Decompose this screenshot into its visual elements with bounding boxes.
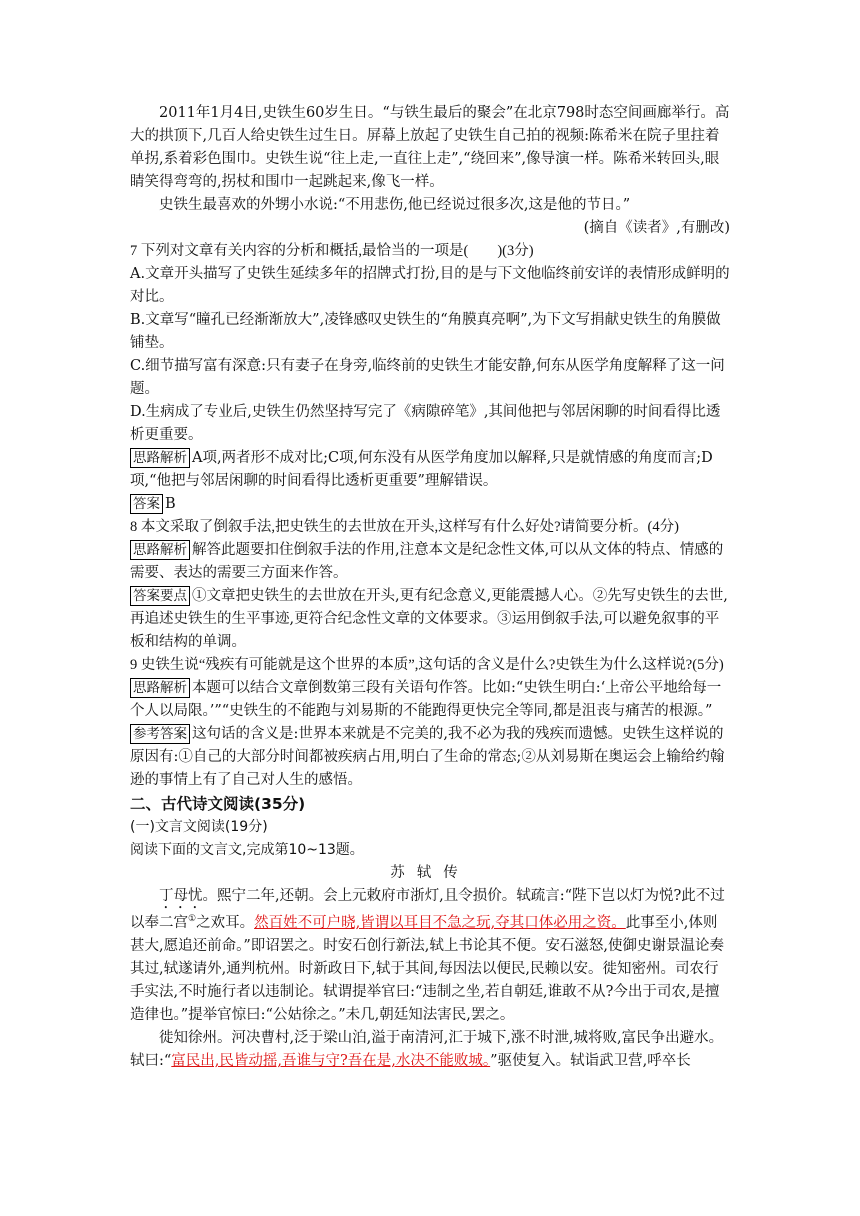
emphasized-phrase: 丁母忧 [159, 888, 203, 904]
article-title: 苏轼传 [390, 865, 470, 881]
marked-sentence: 然百姓不可户晓,皆谓以耳目不急之玩,夺其口体必用之资。 [254, 915, 626, 931]
classical-text: 此事至小,体则甚大,愿追还前命。”即诏罢之。时安石创行新法,轼上书论其不便。安石滋怒,使御史谢景温论奏其过,轼遂请外,通判杭州。时新政日下,轼于其间,每因法以便民,民赖以安。徙知密州。司农行手实法,不时施行者以违制论。轼谓提举官曰:“违制之坐,若自朝廷,谁敢不从?今出于司农,是擅造律也。”提举官惊曰:“公姑徐之。”未几,朝廷知法害民,罢之。 [130, 915, 724, 1023]
document-content [130, 102, 730, 1073]
question-9-analysis [130, 677, 730, 723]
analysis-text: A项,两者形不成对比;C项,何东没有从医学角度加以解释,只是就情感的角度而言;D项,“他把与邻居闲聊的时间看得比透析更重要”理解错误。 [130, 450, 713, 489]
answer-text: 这句话的含义是:世界本来就是不完美的,我不必为我的残疾而遗憾。史铁生这样说的原因有:①自己的大部分时间都被疾病占用,明白了生命的常态;②从刘易斯在奥运会上输给约翰逊的事情上有了自己对人生的感悟。 [130, 726, 725, 788]
passage-paragraph-1: 2011年1月4日,史铁生60岁生日。“与铁生最后的聚会”在北京798时态空间画廊举行。高大的拱顶下,几百人给史铁生过生日。屏幕上放起了史铁生自己拍的视频:陈希米在院子里拄着单拐,系着彩色围巾。史铁生说“往上走,一直往上走”,“绕回来”,像导演一样。陈希米转回头,眼睛笑得弯弯的,拐杖和围巾一起跳起来,像飞一样。 [130, 105, 730, 190]
analysis-label: 思路解析 [130, 678, 190, 698]
analysis-label: 思路解析 [130, 448, 190, 468]
question-9-answer [130, 723, 730, 792]
marked-sentence: 富民出,民皆动摇,吾谁与守?吾在是,水决不能败城。 [171, 1053, 491, 1069]
question-7-option-d: D.生病成了专业后,史铁生仍然坚持写完了《病隙碎笔》,其间他把与邻居闲聊的时间看得比透析更重要。 [130, 404, 721, 443]
classical-text: 之欢耳。 [196, 915, 255, 931]
answer-text: B [165, 496, 176, 512]
classical-text: 。熙宁二年,还朝。会上元敕府市浙灯,且令损价。轼疏言:“陛下岂以灯为悦?此不过以奉二宫 [130, 888, 725, 931]
question-9-stem: 9 史铁生说“残疾有可能就是这个世界的本质”,这句话的含义是什么?史铁生为什么这样说?(5分) [130, 657, 724, 673]
answer-label: 答案 [130, 494, 163, 514]
answer-label: 参考答案 [130, 724, 190, 744]
question-7-stem: 7 下列对文章有关内容的分析和概括,最恰当的一项是( )(3分) [130, 243, 534, 259]
passage-source: (摘自《读者》,有删改) [583, 220, 730, 236]
answer-text: ①文章把史铁生的去世放在开头,更有纪念意义,更能震撼人心。②先写史铁生的去世,再追述史铁生的生平事迹,更符合纪念性文章的文体要求。③运用倒叙手法,可以避免叙事的平板和结构的单调。 [130, 588, 728, 650]
classical-paragraph-1 [130, 885, 730, 1027]
answer-label: 答案要点 [130, 586, 190, 606]
classical-paragraph-2 [130, 1027, 730, 1073]
question-7-option-c: C.细节描写富有深意:只有妻子在身旁,临终前的史铁生才能安静,何东从医学角度解释了这一问题。 [130, 358, 725, 397]
question-7-option-a: A.文章开头描写了史铁生延续多年的招牌式打扮,目的是与下文他临终前安详的表情形成鲜明的对比。 [130, 266, 730, 305]
analysis-label: 思路解析 [130, 540, 190, 560]
question-7-analysis [130, 447, 730, 493]
classical-text: 徙知徐州。河决曹村,泛于梁山泊,溢于南清河,汇于城下,涨不时泄,城将败,富民争出避水。轼曰:“ [130, 1030, 724, 1069]
analysis-text: 解答此题要扣住倒叙手法的作用,注意本文是纪念性文体,可以从文体的特点、情感的需要、表达的需要三方面来作答。 [130, 542, 724, 581]
analysis-text: 本题可以结合文章倒数第三段有关语句作答。比如:“史铁生明白:‘上帝公平地给每一个人以局限。’”“史铁生的不能跑与刘易斯的不能跑得更快完全等同,都是沮丧与痛苦的根源。” [130, 680, 722, 719]
subsection-title: (一)文言文阅读(19分) [130, 819, 268, 835]
question-8-answer [130, 585, 730, 654]
reading-instruction: 阅读下面的文言文,完成第10~13题。 [130, 842, 364, 858]
question-7-option-b: B.文章写“瞳孔已经渐渐放大”,凌锋感叹史铁生的“角膜真亮啊”,为下文写捐献史铁生的角膜做铺垫。 [130, 312, 721, 351]
question-8-stem: 8 本文采取了倒叙手法,把史铁生的去世放在开头,这样写有什么好处?请简要分析。(4分) [130, 519, 679, 535]
question-8-analysis [130, 539, 730, 585]
passage-paragraph-2: 史铁生最喜欢的外甥小水说:“不用悲伤,他已经说过很多次,这是他的节日。” [159, 197, 631, 213]
section-title: 二、古代诗文阅读(35分) [130, 795, 306, 813]
footnote-marker: ① [188, 914, 197, 925]
classical-text: ”驱使复入。轼诣武卫营,呼卒长 [490, 1053, 691, 1069]
question-7-answer [130, 493, 730, 516]
